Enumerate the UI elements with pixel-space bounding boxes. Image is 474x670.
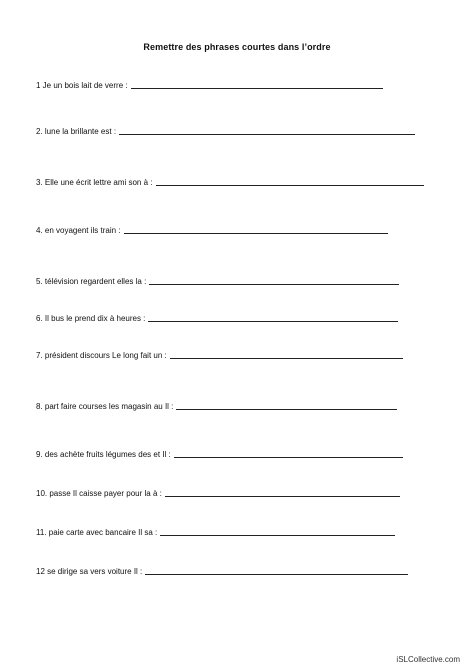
exercise-prompt: 6. Il bus le prend dix à heures : xyxy=(36,314,146,323)
answer-line[interactable] xyxy=(176,401,397,410)
exercise-prompt: 2. lune la brillante est : xyxy=(36,127,117,136)
exercise-prompt: 12 se dirige sa vers voiture Il : xyxy=(36,567,143,576)
exercise-item-1 xyxy=(36,80,383,90)
answer-line[interactable] xyxy=(149,276,399,285)
exercise-item-9 xyxy=(36,449,403,459)
exercise-prompt: 8. part faire courses les magasin au Il : xyxy=(36,402,174,411)
exercise-prompt: 11. paie carte avec bancaire Il sa : xyxy=(36,528,158,537)
worksheet-title: Remettre des phrases courtes dans l’ordre xyxy=(143,42,331,52)
answer-line[interactable] xyxy=(174,449,403,458)
answer-line[interactable] xyxy=(156,177,424,186)
exercise-item-10 xyxy=(36,488,400,498)
answer-line[interactable] xyxy=(160,527,395,536)
exercise-item-5 xyxy=(36,276,399,286)
exercise-prompt: 7. président discours Le long fait un : xyxy=(36,351,167,360)
exercise-item-8 xyxy=(36,401,397,411)
exercise-item-6 xyxy=(36,313,398,323)
exercise-item-7 xyxy=(36,350,403,360)
exercise-item-3 xyxy=(36,177,424,187)
answer-line[interactable] xyxy=(148,313,398,322)
exercise-prompt: 10. passe Il caisse payer pour la à : xyxy=(36,489,162,498)
exercise-prompt: 4. en voyagent ils train : xyxy=(36,226,121,235)
answer-line[interactable] xyxy=(165,488,400,497)
exercise-item-11 xyxy=(36,527,395,537)
exercise-item-2 xyxy=(36,126,415,136)
answer-line[interactable] xyxy=(119,126,415,135)
exercise-prompt: 1 Je un bois lait de verre : xyxy=(36,81,128,90)
answer-line[interactable] xyxy=(170,350,403,359)
exercise-prompt: 3. Elle une écrit lettre ami son à : xyxy=(36,178,153,187)
exercise-item-4 xyxy=(36,225,388,235)
footer-watermark: iSLCollective.com xyxy=(396,655,460,664)
answer-line[interactable] xyxy=(145,566,408,575)
answer-line[interactable] xyxy=(131,80,383,89)
exercise-item-12 xyxy=(36,566,408,576)
exercise-prompt: 9. des achète fruits légumes des et Il : xyxy=(36,450,171,459)
exercise-prompt: 5. télévision regardent elles la : xyxy=(36,277,147,286)
answer-line[interactable] xyxy=(124,225,388,234)
